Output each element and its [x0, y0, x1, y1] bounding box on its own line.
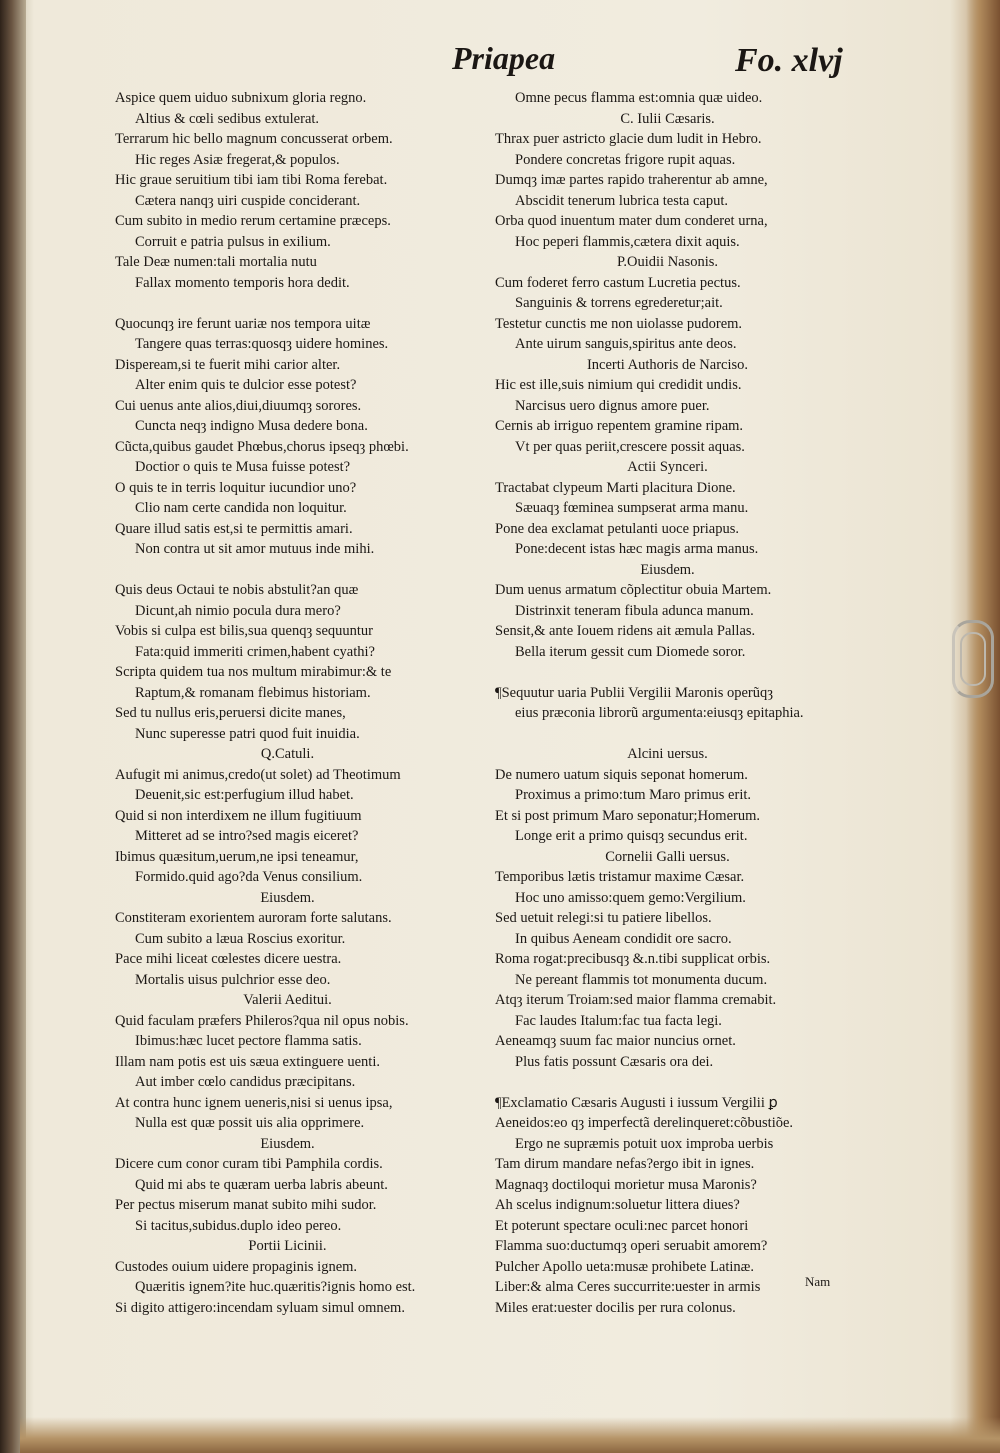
verse-line: Ergo ne supræmis potuit uox improba uerbis — [515, 1135, 774, 1152]
verse-line: Per pectus miserum manat subito mihi sudor. — [115, 1197, 377, 1213]
verse-line: Bella iterum gessit cum Diomede soror. — [515, 643, 746, 660]
verse-line: Terrarum hic bello magnum concusserat orbem. — [115, 131, 393, 147]
verse-line: Fata:quid immeriti crimen,habent cyathi? — [135, 643, 375, 660]
verse-line: Hic reges Asiæ fregerat,& populos. — [135, 151, 340, 168]
verse-line: Dumqȝ imæ partes rapido traherentur ab amne, — [495, 172, 768, 188]
verse-line: Distrinxit teneram fibula adunca manum. — [515, 602, 754, 619]
verse-line: Hic est ille,suis nimium qui credidit undis. — [495, 377, 742, 393]
verse-line: Cum subito in medio rerum certamine præceps. — [115, 213, 391, 229]
verse-line: Aut imber cœlo candidus præcipitans. — [135, 1074, 356, 1090]
verse-line: Aufugit mi animus,credo(ut solet) ad Theotimum — [115, 766, 401, 783]
verse-line: Non contra ut sit amor mutuus inde mihi. — [135, 541, 375, 557]
paper-clip-inner — [960, 632, 986, 686]
verse-line: Pone dea exclamat petulanti uoce priapus. — [495, 520, 739, 537]
section-heading: Portii Licinii. — [248, 1238, 327, 1254]
verse-line: Longe erit a primo quisqȝ secundus erit. — [515, 828, 748, 844]
section-heading: Cornelii Galli uersus. — [605, 848, 730, 865]
verse-line: Aeneamqȝ suum fac maior nuncius ornet. — [495, 1033, 736, 1049]
verse-line: Hoc peperi flammis,cætera dixit aquis. — [515, 233, 740, 250]
verse-line: Nunc superesse patri quod fuit inuidia. — [135, 725, 360, 742]
verse-line: Custodes ouium uidere propaginis ignem. — [115, 1258, 358, 1275]
verse-line: Deuenit,sic est:perfugium illud habet. — [135, 787, 354, 803]
section-heading: Eiusdem. — [640, 561, 695, 578]
blank-line — [495, 724, 895, 745]
verse-line: Orba quod inuentum mater dum conderet urna, — [495, 213, 768, 229]
verse-line: Magnaqȝ doctiloqui morietur musa Maronis? — [495, 1176, 757, 1193]
section-heading: C. Iulii Cæsaris. — [620, 110, 715, 127]
verse-line: Clio nam certe candida non loquitur. — [135, 500, 347, 516]
verse-line: Mortalis uisus pulchrior esse deo. — [135, 971, 331, 988]
verse-line: Cui uenus ante alios,diui,diuumqȝ sorores. — [115, 397, 362, 414]
verse-line: Abscidit tenerum lubrica testa caput. — [515, 192, 728, 209]
blank-line — [495, 662, 895, 683]
verse-line: Aspice quem uiduo subnixum gloria regno. — [115, 90, 367, 106]
verse-line: Et si post primum Maro seponatur;Homerum. — [495, 807, 760, 824]
catchword: Nam — [805, 1274, 831, 1289]
verse-line: Pone:decent istas hæc magis arma manus. — [515, 541, 759, 557]
verse-line: ¶Sequutur uaria Publii Vergilii Maronis operũqȝ — [495, 684, 773, 701]
verse-line: Et poterunt spectare oculi:nec parcet honori — [495, 1217, 749, 1234]
page-bottom-edge — [20, 1417, 1000, 1453]
running-title: Priapea — [452, 40, 556, 76]
verse-line: Proximus a primo:tum Maro primus erit. — [515, 787, 752, 803]
verse-line: Sæuaqȝ fœminea sumpserat arma manu. — [515, 500, 749, 516]
verse-line: Ibimus quæsitum,uerum,ne ipsi teneamur, — [115, 848, 359, 865]
verse-line: Thrax puer astricto glacie dum ludit in Hebro. — [495, 131, 762, 147]
section-heading: Q.Catuli. — [260, 746, 315, 762]
verse-line: Vobis si culpa est bilis,sua quenqȝ sequuntur — [115, 623, 373, 639]
verse-line: Ah scelus indignum:soluetur littera diues? — [495, 1197, 740, 1213]
verse-line: Testetur cunctis me non uiolasse pudorem. — [495, 315, 743, 332]
folio-number: Fo. xlvj — [735, 42, 843, 79]
verse-line: Miles erat:uester docilis per rura colonus. — [495, 1299, 736, 1316]
verse-line: Sed uetuit relegi:si tu patiere libellos. — [495, 910, 712, 926]
verse-line: Alter enim quis te dulcior esse potest? — [135, 377, 357, 393]
verse-line: Tractabat clypeum Marti placitura Dione. — [495, 479, 736, 496]
verse-line: Corruit e patria pulsus in exilium. — [135, 233, 331, 250]
verse-line: Scripta quidem tua nos multum mirabimur:& te — [115, 664, 392, 680]
verse-line: Fac laudes Italum:fac tua facta legi. — [515, 1012, 722, 1029]
right-text-column — [495, 88, 895, 1316]
verse-line: Omne pecus flamma est:omnia quæ uideo. — [515, 90, 763, 106]
blank-line — [115, 293, 515, 314]
verse-line: Tale Deæ numen:tali mortalia nutu — [115, 254, 317, 270]
verse-line: At contra hunc ignem ueneris,nisi si uenus ipsa, — [115, 1094, 393, 1111]
verse-line: Fallax momento temporis hora dedit. — [135, 274, 350, 291]
section-heading: Eiusdem. — [260, 1135, 315, 1152]
verse-line: Vt per quas periit,crescere possit aquas. — [515, 438, 745, 455]
verse-line: Cum subito a læua Roscius exoritur. — [135, 930, 346, 947]
verse-line: Pulcher Apollo ueta:musæ prohibete Latinæ. — [495, 1258, 754, 1275]
verse-line: Dispeream,si te fuerit mihi carior alter. — [115, 356, 341, 373]
verse-line: Dicere cum conor curam tibi Pamphila cordis. — [115, 1156, 383, 1172]
verse-line: Liber:& alma Ceres succurrite:uester in armis — [495, 1279, 761, 1295]
verse-line: Quid faculam præfers Phileros?qua nil opus nobis. — [115, 1012, 409, 1029]
section-heading: Alcini uersus. — [627, 746, 708, 762]
verse-line: Cũcta,quibus gaudet Phœbus,chorus ipseqȝ phœbi. — [115, 438, 409, 455]
blank-line — [115, 560, 515, 581]
verse-line: Hic graue seruitium tibi iam tibi Roma ferebat. — [115, 172, 388, 188]
verse-line: Pondere concretas frigore rupit aquas. — [515, 151, 736, 168]
verse-line: Illam nam potis est uis sæua extinguere uenti. — [115, 1053, 380, 1070]
verse-line: Narcisus uero dignus amore puer. — [515, 397, 710, 414]
verse-line: Ne pereant flammis tot monumenta ducum. — [515, 971, 768, 988]
blank-line — [495, 1072, 895, 1093]
verse-line: ¶Exclamatio Cæsaris Augusti i iussum Vergilii ꝑ — [495, 1094, 778, 1111]
verse-line: Quid mi abs te quæram uerba labris abeunt. — [135, 1176, 388, 1193]
verse-line: Sanguinis & torrens egrederetur;ait. — [515, 295, 723, 311]
verse-line: Cernis ab irriguo repentem gramine ripam. — [495, 418, 744, 434]
section-heading: Eiusdem. — [260, 889, 315, 906]
verse-line: Si tacitus,subidus.duplo ideo pereo. — [135, 1217, 342, 1234]
verse-line: Plus fatis possunt Cæsaris ora dei. — [515, 1053, 714, 1070]
verse-line: Pace mihi liceat cœlestes dicere uestra. — [115, 951, 342, 967]
verse-line: Sensit,& ante Iouem ridens ait æmula Pallas. — [495, 623, 756, 639]
verse-line: Quocunqȝ ire ferunt uariæ nos tempora uitæ — [115, 315, 371, 332]
verse-line: Quare illud satis est,si te permittis amari. — [115, 520, 353, 537]
verse-line: Tangere quas terras:quosqȝ uidere homines. — [135, 336, 389, 352]
verse-line: Cuncta neqȝ indigno Musa dedere bona. — [135, 418, 368, 434]
verse-line: Roma rogat:precibusqȝ &.n.tibi supplicat orbis. — [495, 951, 771, 967]
page-right-edge — [966, 0, 1000, 1453]
verse-line: Dicunt,ah nimio pocula dura mero? — [135, 602, 341, 619]
verse-line: Cum foderet ferro castum Lucretia pectus. — [495, 274, 741, 291]
verse-line: Ante uirum sanguis,spiritus ante deos. — [515, 336, 737, 352]
verse-line: Altius & cœli sedibus extulerat. — [135, 110, 320, 127]
book-gutter — [0, 0, 26, 1453]
verse-line: Doctior o quis te Musa fuisse potest? — [135, 459, 351, 475]
section-heading: Incerti Authoris de Narciso. — [586, 356, 749, 373]
section-heading: P.Ouidii Nasonis. — [616, 254, 719, 270]
verse-line: Nulla est quæ possit uis alia opprimere. — [135, 1115, 365, 1131]
verse-line: Hoc uno amisso:quem gemo:Vergilium. — [515, 889, 746, 906]
verse-line: Constiteram exorientem auroram forte salutans. — [115, 910, 392, 926]
verse-line: Aeneidos:eo qȝ imperfectã derelinqueret:cõbustiõe. — [495, 1115, 794, 1131]
verse-line: Tam dirum mandare nefas?ergo ibit in ignes. — [495, 1156, 755, 1172]
verse-line: O quis te in terris loquitur iucundior uno? — [115, 479, 357, 496]
verse-line: Quæritis ignem?ite huc.quæritis?ignis homo est. — [135, 1279, 416, 1295]
verse-line: Raptum,& romanam flebimus historiam. — [135, 684, 371, 701]
verse-line: In quibus Aeneam condidit ore sacro. — [515, 930, 732, 947]
verse-line: Ibimus:hæc lucet pectore flamma satis. — [135, 1033, 362, 1049]
verse-line: Quid si non interdixem ne illum fugitiuum — [115, 807, 362, 824]
verse-line: De numero uatum siquis seponat homerum. — [495, 766, 748, 783]
verse-line: Temporibus lætis tristamur maxime Cæsar. — [495, 869, 745, 885]
verse-line: Dum uenus armatum cõplectitur obuia Martem. — [495, 582, 772, 598]
left-text-column — [115, 88, 515, 1316]
verse-line: Mitteret ad se intro?sed magis eiceret? — [135, 828, 359, 844]
verse-line: eius præconia librorũ argumenta:eiusqȝ epitaphia. — [515, 705, 804, 721]
section-heading: Valerii Aeditui. — [243, 992, 332, 1008]
section-heading: Actii Synceri. — [627, 459, 708, 475]
verse-line: Sed tu nullus eris,peruersi dicite manes, — [115, 705, 346, 721]
verse-line: Atqȝ iterum Troiam:sed maior flamma cremabit. — [495, 992, 777, 1008]
verse-line: Flamma suo:ductumqȝ operi seruabit amorem? — [495, 1238, 768, 1254]
verse-line: Quis deus Octaui te nobis abstulit?an quæ — [115, 582, 359, 598]
verse-line: Cætera nanqȝ uiri cuspide conciderant. — [135, 192, 361, 209]
verse-line: Si digito attigero:incendam syluam simul omnem. — [115, 1299, 405, 1316]
verse-line: Formido.quid ago?da Venus consilium. — [135, 869, 363, 885]
